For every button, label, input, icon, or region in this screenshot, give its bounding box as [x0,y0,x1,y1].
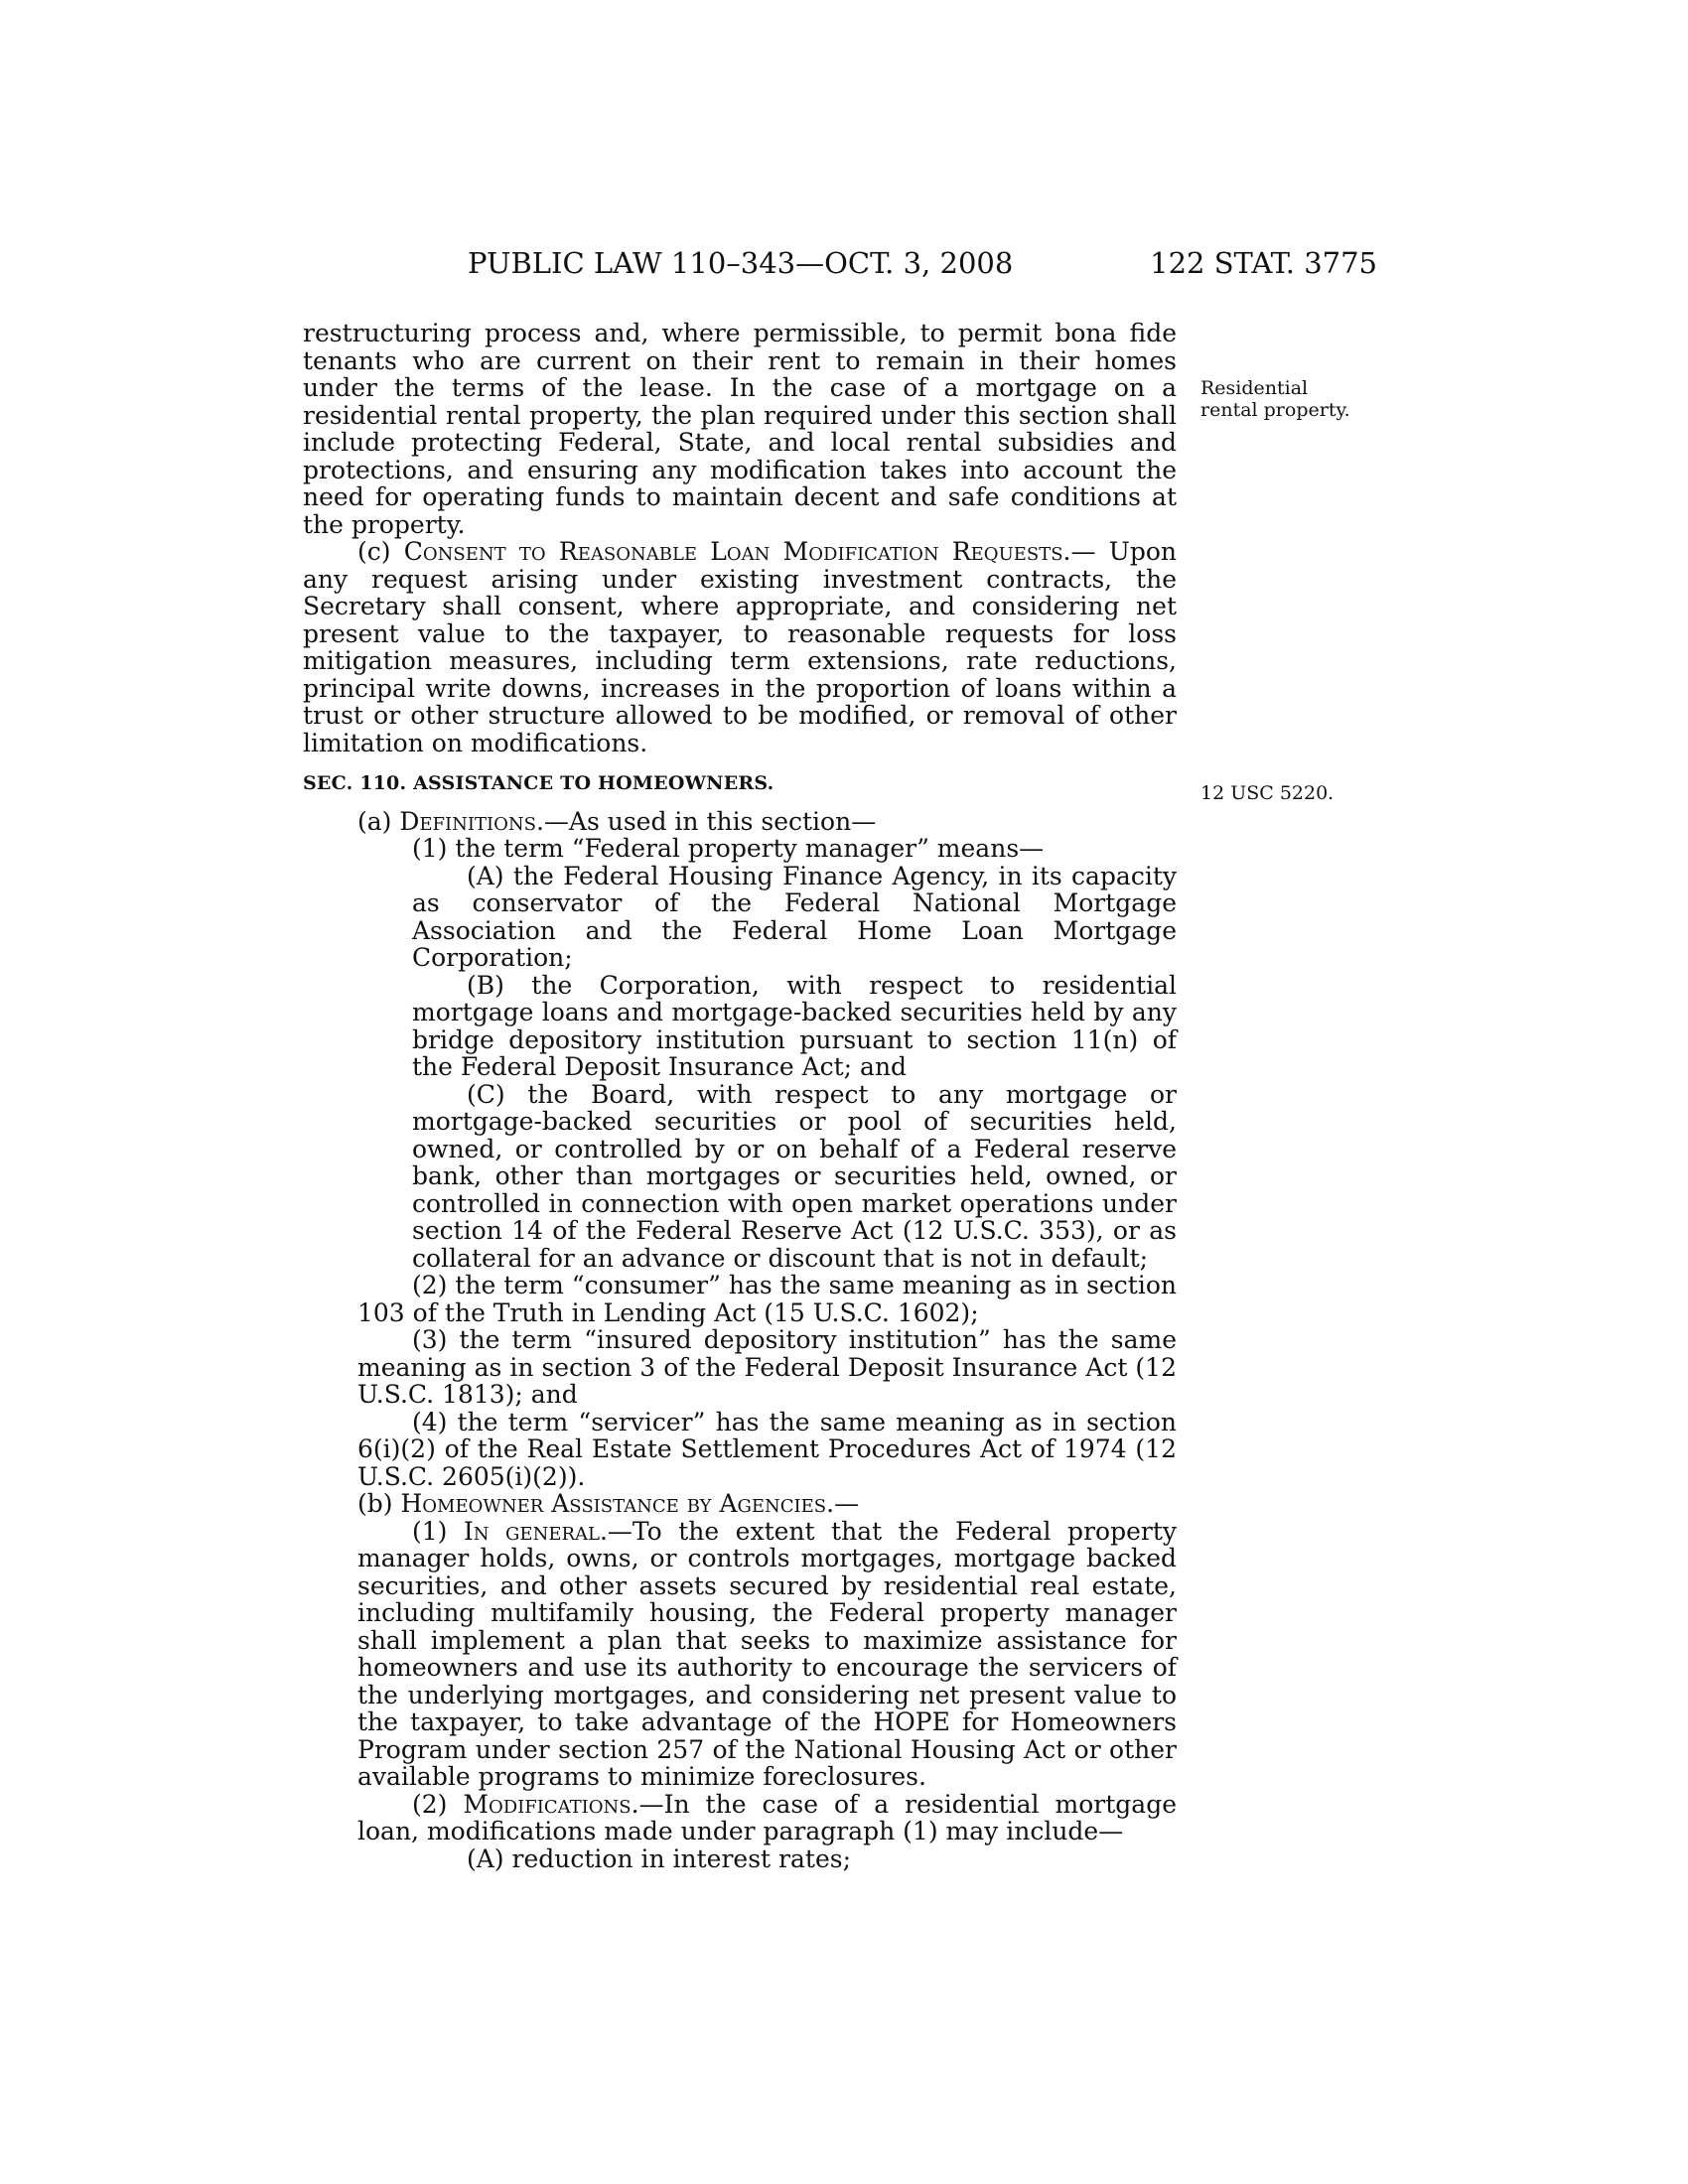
paragraph-a1: (1) the term “Federal property manager” means— [412,834,1045,863]
margin-note-residential [1200,377,1379,421]
paragraph-heading: In general [463,1516,600,1546]
paragraph-b1: (1) In general.—To the extent that the Federal property manager holds, owns, or controls mortgages, mortgage backed securities, and other assets secured by residential real estate, including multifamily housing, the Federal property manager shall implement a plan that seeks to maximize assistance for homeowners and use its authority to encourage the servicers of the underlying mortgages, and considering net present value to the taxpayer, to take advantage of the HOPE for Homeowners Program under section 257 of the National Housing Act or other available programs to minimize foreclosures. [357,1516,1177,1791]
subparagraph-a1B: (B) the Corporation, with respect to residential mortgage loans and mortgage-backed securities held by any bridge depository institution pursuant to section 11(n) of the Federal Deposit Insurance Act; and [412,970,1177,1081]
subsection-heading: Homeowner Assistance by Agencies [400,1489,827,1518]
subparagraph-a1C: (C) the Board, with respect to any mortgage or mortgage-backed securities or pool of securities held, owned, or controlled by or on behalf of a Federal reserve bank, other than mortgages or securities held, owned, or controlled in connection with open market operations under section 14 of the Federal Reserve Act (12 U.S.C. 353), or as collateral for an advance or discount that is not in default; [412,1079,1177,1273]
margin-note-line: rental property. [1200,399,1350,421]
subparagraph-b2A: (A) reduction in interest rates; [467,1843,851,1873]
margin-note-line: Residential [1200,377,1309,399]
header-title: PUBLIC LAW 110–343—OCT. 3, 2008 [468,246,1014,280]
paragraph-continuation: restructuring process and, where permissible, to permit bona fide tenants who are current on their rent to remain in their homes under the terms of the lease. In the case of a mortgage on a residential rental property, the plan required under this section shall include protecting Federal, State, and local rental subsidies and protections, and ensuring any modification takes into account the need for operating funds to maintain decent and safe conditions at the property. [303,319,1177,539]
subsection-c: (c) Consent to Reasonable Loan Modification Requests.— Upon any request arising under existing investment contracts, the Secretary shall consent, where appropriate, and considering net present value to the taxpayer, to reasonable requests for loss mitigation measures, including term extensions, rate reductions, principal write downs, increases in the proportion of loans within a trust or other structure allowed to be modified, or removal of other limitation on modifications. [303,537,1177,757]
paragraph-a2: (2) the term “consumer” has the same meaning as in section 103 of the Truth in Lending Act (15 U.S.C. 1602); [357,1271,1177,1327]
subparagraph-a1A: (A) the Federal Housing Finance Agency, in its capacity as conservator of the Federal National Mortgage Association and the Federal Home Loan Mortgage Corporation; [412,861,1177,972]
paragraph-heading: Modifications [463,1789,632,1819]
running-header [303,246,1377,286]
section-heading: SEC. 110. ASSISTANCE TO HOMEOWNERS. [303,772,774,794]
subsection-a: (a) Definitions.—As used in this section— [357,806,877,836]
statute-body [303,320,1177,1872]
subsection-heading: Consent to Reasonable Loan Modification Requests [403,537,1063,566]
subsection-heading: Definitions [399,806,536,836]
paragraph-a4: (4) the term “servicer” has the same meaning as in section 6(i)(2) of the Real Estate Settlement Procedures Act of 1974 (12 U.S.C. 2605(i)(2)). [357,1407,1177,1491]
subsection-b: (b) Homeowner Assistance by Agencies.— [357,1489,860,1518]
header-stat-page: 122 STAT. 3775 [1150,246,1377,280]
paragraph-b2: (2) Modifications.—In the case of a residential mortgage loan, modifications made under paragraph (1) may include— [357,1789,1177,1845]
paragraph-a3: (3) the term “insured depository institution” has the same meaning as in section 3 of the Federal Deposit Insurance Act (12 U.S.C. 1813); and [357,1325,1177,1409]
margin-note-usc: 12 USC 5220. [1200,782,1335,804]
